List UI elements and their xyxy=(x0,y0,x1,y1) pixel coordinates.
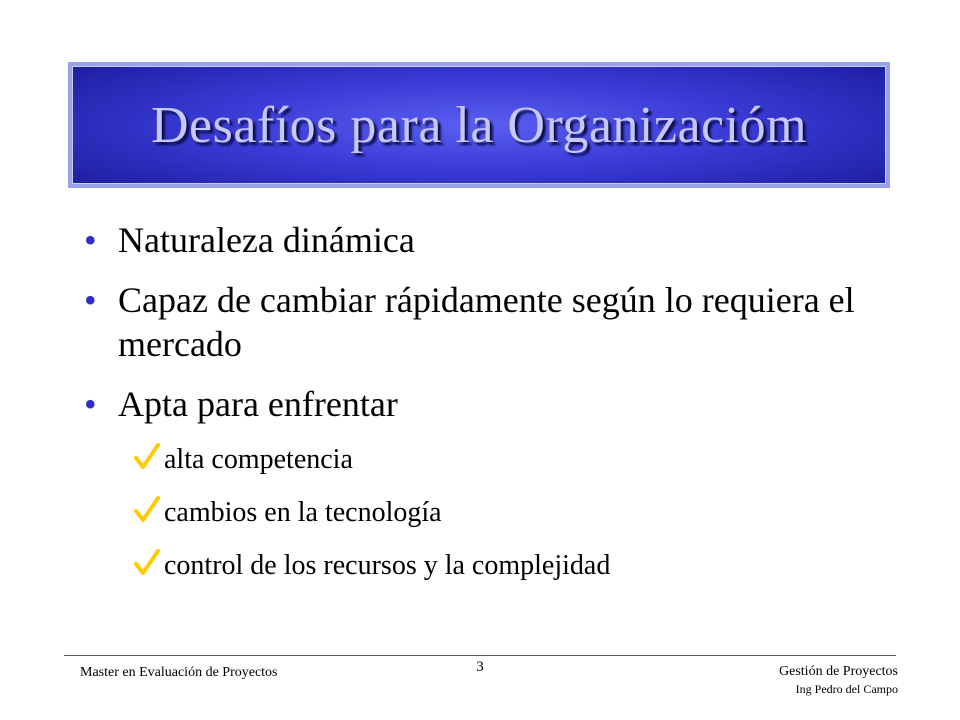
footer-author-block xyxy=(779,663,898,697)
bullet-item xyxy=(84,382,904,426)
bullet-text: Capaz de cambiar rápidamente según lo requiera el mercado xyxy=(118,280,855,364)
slide-title: Desafíos para la Organizacióm xyxy=(150,96,808,154)
checkmark-icon xyxy=(134,443,160,471)
checkmark-icon xyxy=(134,549,160,577)
bullet-list xyxy=(84,218,904,601)
page-number: 3 xyxy=(476,659,484,675)
bullet-text: Naturaleza dinámica xyxy=(118,220,415,260)
sub-item-text: cambios en la tecnología xyxy=(164,497,442,528)
title-banner xyxy=(68,62,890,188)
footer-author: Ing Pedro del Campo xyxy=(795,682,898,696)
bullet-item xyxy=(84,218,904,262)
sub-item xyxy=(84,442,904,478)
sub-item xyxy=(84,548,904,584)
sub-item xyxy=(84,495,904,531)
bullet-icon: • xyxy=(84,384,97,424)
title-box xyxy=(72,66,886,184)
checkmark-icon xyxy=(134,496,160,524)
sub-item-text: control de los recursos y la complejidad xyxy=(164,550,611,581)
bullet-item xyxy=(84,278,904,366)
bullet-text: Apta para enfrentar xyxy=(118,384,398,424)
bullet-icon: • xyxy=(84,280,97,320)
footer-subject: Gestión de Proyectos xyxy=(779,664,898,679)
bullet-icon: • xyxy=(84,220,97,260)
sub-item-text: alta competencia xyxy=(164,444,353,475)
footer-divider xyxy=(64,655,896,656)
footer-course: Master en Evaluación de Proyectos xyxy=(80,665,278,680)
